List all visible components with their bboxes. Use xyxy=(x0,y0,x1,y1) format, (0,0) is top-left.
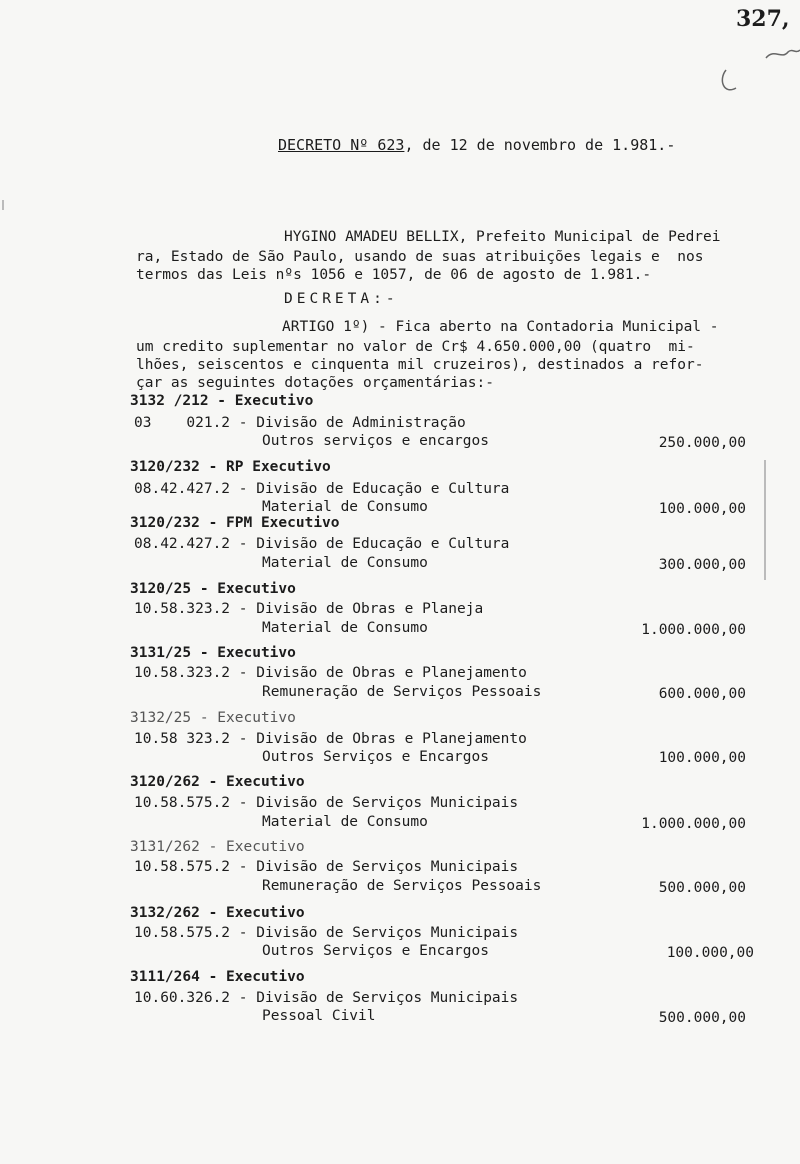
entry-division: 10.58.575.2 - Divisão de Serviços Municipais xyxy=(134,925,519,941)
entry-code: 3131/262 - Executivo xyxy=(130,839,305,855)
entry-item: Material de Consumo xyxy=(262,814,428,830)
preamble-line-1: HYGINO AMADEU BELLIX, Prefeito Municipal de Pedrei xyxy=(284,229,721,245)
entry-item: Material de Consumo xyxy=(262,499,428,515)
entry-code: 3132/262 - Executivo xyxy=(130,905,305,921)
decreta-heading: DECRETA:- xyxy=(284,291,399,307)
entry-item: Remuneração de Serviços Pessoais xyxy=(262,684,542,700)
entry-item: Outros serviços e encargos xyxy=(262,433,489,449)
entry-code: 3132 /212 - Executivo xyxy=(130,393,314,409)
entry-item: Material de Consumo xyxy=(262,555,428,571)
entry-item: Outros Serviços e Encargos xyxy=(262,943,489,959)
scan-edge-mark xyxy=(764,460,766,580)
article-line-4: çar as seguintes dotações orçamentárias:- xyxy=(136,375,494,391)
decree-date: , de 12 de novembro de 1.981.- xyxy=(404,136,676,154)
handwritten-mark xyxy=(716,40,800,100)
entry-code: 3120/232 - RP Executivo xyxy=(130,459,331,475)
entry-amount: 300.000,00 xyxy=(658,557,746,573)
entry-amount: 100.000,00 xyxy=(666,945,754,961)
entry-division: 10.58.575.2 - Divisão de Serviços Municipais xyxy=(134,859,519,875)
entry-amount: 500.000,00 xyxy=(658,880,746,896)
entry-amount: 600.000,00 xyxy=(658,686,746,702)
entry-division: 10.58.323.2 - Divisão de Obras e Planeja xyxy=(134,601,484,617)
preamble-line-2: ra, Estado de São Paulo, usando de suas atribuições legais e nos xyxy=(136,249,704,265)
entry-division: 08.42.427.2 - Divisão de Educação e Cultura xyxy=(134,481,510,497)
entry-amount: 250.000,00 xyxy=(658,435,746,451)
decree-title xyxy=(278,136,675,154)
article-line-1: ARTIGO 1º) - Fica aberto na Contadoria Municipal - xyxy=(282,319,719,335)
article-line-2: um credito suplementar no valor de Cr$ 4.650.000,00 (quatro mi- xyxy=(136,339,695,355)
entry-division: 03 021.2 - Divisão de Administração xyxy=(134,415,466,431)
entry-code: 3111/264 - Executivo xyxy=(130,969,305,985)
entry-division: 08.42.427.2 - Divisão de Educação e Cultura xyxy=(134,536,510,552)
entry-item: Remuneração de Serviços Pessoais xyxy=(262,878,542,894)
preamble-line-3: termos das Leis nºs 1056 e 1057, de 06 de agosto de 1.981.- xyxy=(136,267,652,283)
entry-item: Outros Serviços e Encargos xyxy=(262,749,489,765)
entry-item: Material de Consumo xyxy=(262,620,428,636)
article-line-3: lhões, seiscentos e cinquenta mil cruzeiros), destinados a refor- xyxy=(136,357,704,373)
decree-number: DECRETO Nº 623 xyxy=(278,136,405,154)
entry-amount: 100.000,00 xyxy=(658,501,746,517)
scan-edge-mark xyxy=(2,200,4,210)
entry-item: Pessoal Civil xyxy=(262,1008,376,1024)
page-number: 327, xyxy=(736,6,790,32)
entry-division: 10.58.323.2 - Divisão de Obras e Planejamento xyxy=(134,665,527,681)
entry-code: 3120/232 - FPM Executivo xyxy=(130,515,340,531)
entry-code: 3120/262 - Executivo xyxy=(130,774,305,790)
entry-code: 3120/25 - Executivo xyxy=(130,581,296,597)
entry-amount: 500.000,00 xyxy=(658,1010,746,1026)
entry-amount: 100.000,00 xyxy=(658,750,746,766)
entry-code: 3132/25 - Executivo xyxy=(130,710,296,726)
entry-division: 10.58 323.2 - Divisão de Obras e Planejamento xyxy=(134,731,527,747)
entry-code: 3131/25 - Executivo xyxy=(130,645,296,661)
entry-amount: 1.000.000,00 xyxy=(641,816,746,832)
entry-division: 10.58.575.2 - Divisão de Serviços Municipais xyxy=(134,795,519,811)
entry-amount: 1.000.000,00 xyxy=(641,622,746,638)
entry-division: 10.60.326.2 - Divisão de Serviços Municipais xyxy=(134,990,519,1006)
